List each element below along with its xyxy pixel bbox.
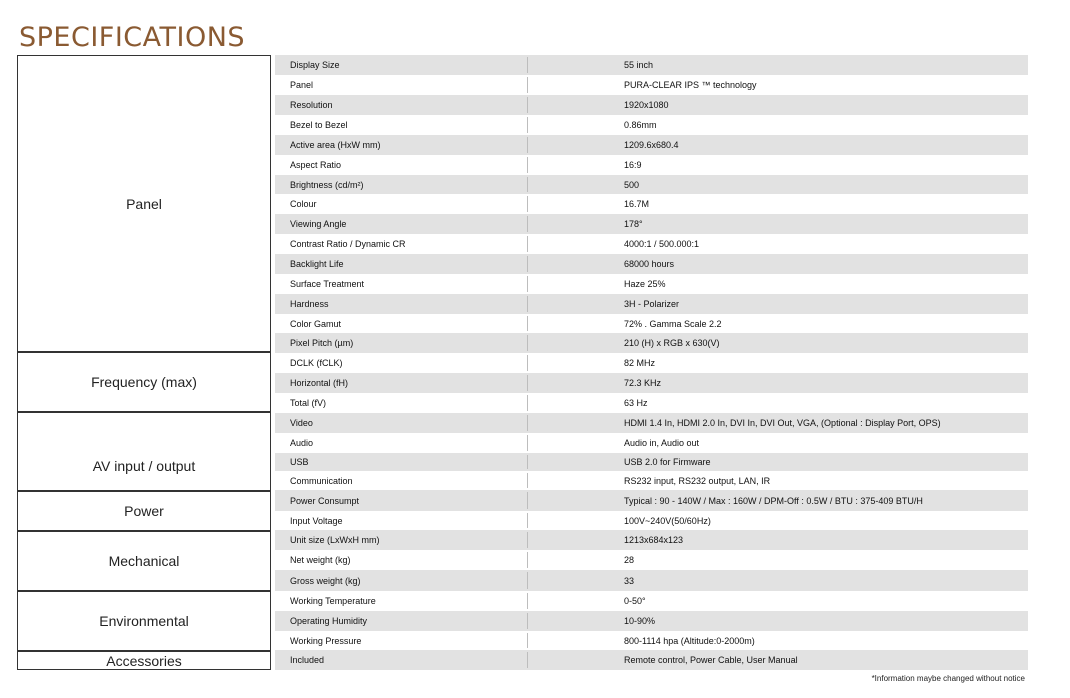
page-title: SPECIFICATIONS — [19, 22, 246, 53]
spec-key: Surface Treatment — [290, 279, 365, 289]
spec-key: Total (fV) — [290, 398, 327, 408]
category-av-input-output: AV input / output — [17, 412, 271, 491]
column-divider — [527, 296, 528, 312]
spec-row — [275, 471, 1028, 490]
spec-value: 1213x684x123 — [624, 535, 684, 545]
spec-row — [275, 254, 1028, 274]
column-divider — [527, 157, 528, 173]
spec-row — [275, 115, 1028, 135]
spec-row — [275, 75, 1028, 95]
spec-value: PURA-CLEAR IPS ™ technology — [624, 80, 757, 90]
category-frequency: Frequency (max) — [17, 352, 271, 412]
spec-key: Audio — [290, 438, 314, 448]
spec-value: Haze 25% — [624, 279, 666, 289]
spec-row — [275, 214, 1028, 234]
spec-key: Working Temperature — [290, 596, 376, 606]
spec-row — [275, 570, 1028, 591]
category-panel: Panel — [17, 55, 271, 352]
spec-key: Working Pressure — [290, 635, 362, 646]
column-divider — [527, 455, 528, 469]
spec-value: 3H - Polarizer — [624, 299, 680, 309]
spec-row — [275, 194, 1028, 214]
column-divider — [527, 77, 528, 93]
spec-key: Hardness — [290, 299, 329, 309]
spec-key: Bezel to Bezel — [290, 120, 348, 130]
spec-value: 82 MHz — [624, 358, 656, 368]
spec-key: Color Gamut — [290, 318, 342, 329]
spec-key: Display Size — [290, 60, 340, 70]
spec-row — [275, 155, 1028, 175]
column-divider — [527, 633, 528, 648]
spec-row — [275, 511, 1028, 530]
spec-row — [275, 353, 1028, 373]
spec-row — [275, 175, 1028, 194]
spec-key: Video — [290, 418, 313, 428]
spec-key: USB — [290, 457, 309, 467]
spec-key: Operating Humidity — [290, 616, 368, 626]
spec-key: Backlight Life — [290, 259, 344, 269]
spec-value: 500 — [624, 179, 640, 190]
column-divider — [527, 117, 528, 133]
spec-value: Remote control, Power Cable, User Manual — [624, 655, 798, 665]
spec-value: 0.86mm — [624, 120, 657, 130]
spec-row — [275, 453, 1028, 471]
category-mechanical: Mechanical — [17, 531, 271, 591]
spec-key: Pixel Pitch (µm) — [290, 338, 354, 348]
column-divider — [527, 137, 528, 153]
spec-key: Power Consumpt — [290, 495, 360, 506]
column-divider — [527, 57, 528, 73]
spec-row — [275, 413, 1028, 433]
spec-row — [275, 333, 1028, 353]
column-divider — [527, 335, 528, 351]
column-divider — [527, 216, 528, 232]
spec-value: Audio in, Audio out — [624, 438, 700, 448]
spec-row — [275, 631, 1028, 650]
spec-value: USB 2.0 for Firmware — [624, 457, 711, 467]
spec-key: Colour — [290, 199, 317, 209]
column-divider — [527, 613, 528, 629]
category-power: Power — [17, 491, 271, 531]
spec-key: Active area (HxW mm) — [290, 140, 381, 150]
column-divider — [527, 652, 528, 668]
column-divider — [527, 395, 528, 411]
spec-value: 10-90% — [624, 616, 656, 626]
column-divider — [527, 593, 528, 609]
spec-value: 0-50° — [624, 596, 646, 606]
column-divider — [527, 236, 528, 252]
spec-value: 178° — [624, 219, 643, 229]
spec-key: Resolution — [290, 100, 333, 110]
spec-key: DCLK (fCLK) — [290, 358, 343, 368]
column-divider — [527, 492, 528, 509]
spec-row — [275, 650, 1028, 670]
spec-value: 63 Hz — [624, 398, 648, 408]
spec-row — [275, 135, 1028, 155]
column-divider — [527, 256, 528, 272]
column-divider — [527, 177, 528, 192]
spec-row — [275, 294, 1028, 314]
spec-key: Input Voltage — [290, 515, 343, 526]
spec-value: 28 — [624, 555, 635, 565]
column-divider — [527, 316, 528, 331]
spec-key: Unit size (LxWxH mm) — [290, 535, 380, 545]
column-divider — [527, 513, 528, 528]
column-divider — [527, 375, 528, 391]
spec-value: 1209.6x680.4 — [624, 140, 679, 150]
column-divider — [527, 532, 528, 548]
spec-value: Typical : 90 - 140W / Max : 160W / DPM-Off : 0.5W / BTU : 375-409 BTU/H — [624, 495, 923, 506]
spec-value: 16.7M — [624, 199, 650, 209]
spec-key: Communication — [290, 475, 353, 486]
spec-row — [275, 55, 1028, 75]
spec-row — [275, 550, 1028, 570]
column-divider — [527, 435, 528, 451]
column-divider — [527, 552, 528, 568]
spec-row — [275, 530, 1028, 550]
footnote: *Information maybe changed without notice — [871, 674, 1025, 683]
spec-row — [275, 373, 1028, 393]
spec-value: 68000 hours — [624, 259, 675, 269]
column-divider — [527, 196, 528, 212]
spec-row — [275, 314, 1028, 333]
spec-row — [275, 234, 1028, 254]
column-divider — [527, 572, 528, 589]
spec-value: 16:9 — [624, 160, 642, 170]
spec-row — [275, 490, 1028, 511]
spec-row — [275, 433, 1028, 453]
spec-value: 210 (H) x RGB x 630(V) — [624, 338, 720, 348]
spec-key: Brightness (cd/m²) — [290, 179, 364, 190]
spec-value: 55 inch — [624, 60, 654, 70]
spec-value: HDMI 1.4 In, HDMI 2.0 In, DVI In, DVI Out, VGA, (Optional : Display Port, OPS) — [624, 418, 941, 428]
spec-key: Horizontal (fH) — [290, 378, 349, 388]
category-accessories: Accessories — [17, 651, 271, 670]
spec-key: Net weight (kg) — [290, 555, 351, 565]
spec-row — [275, 274, 1028, 294]
spec-value: 1920x1080 — [624, 100, 669, 110]
column-divider — [527, 97, 528, 113]
spec-row — [275, 611, 1028, 631]
spec-key: Aspect Ratio — [290, 160, 342, 170]
spec-value: 72% . Gamma Scale 2.2 — [624, 318, 722, 329]
spec-value: 33 — [624, 575, 635, 586]
spec-value: 4000:1 / 500.000:1 — [624, 239, 700, 249]
spec-value: 100V~240V(50/60Hz) — [624, 515, 711, 526]
spec-key: Panel — [290, 80, 314, 90]
spec-value: 800-1114 hpa (Altitude:0-2000m) — [624, 635, 755, 646]
column-divider — [527, 355, 528, 371]
spec-row — [275, 393, 1028, 413]
column-divider — [527, 473, 528, 488]
spec-key: Included — [290, 655, 325, 665]
spec-row — [275, 591, 1028, 611]
category-environmental: Environmental — [17, 591, 271, 651]
spec-key: Gross weight (kg) — [290, 575, 361, 586]
spec-value: RS232 input, RS232 output, LAN, IR — [624, 475, 771, 486]
column-divider — [527, 276, 528, 292]
spec-key: Viewing Angle — [290, 219, 347, 229]
spec-row — [275, 95, 1028, 115]
spec-key: Contrast Ratio / Dynamic CR — [290, 239, 406, 249]
spec-value: 72.3 KHz — [624, 378, 662, 388]
column-divider — [527, 415, 528, 431]
